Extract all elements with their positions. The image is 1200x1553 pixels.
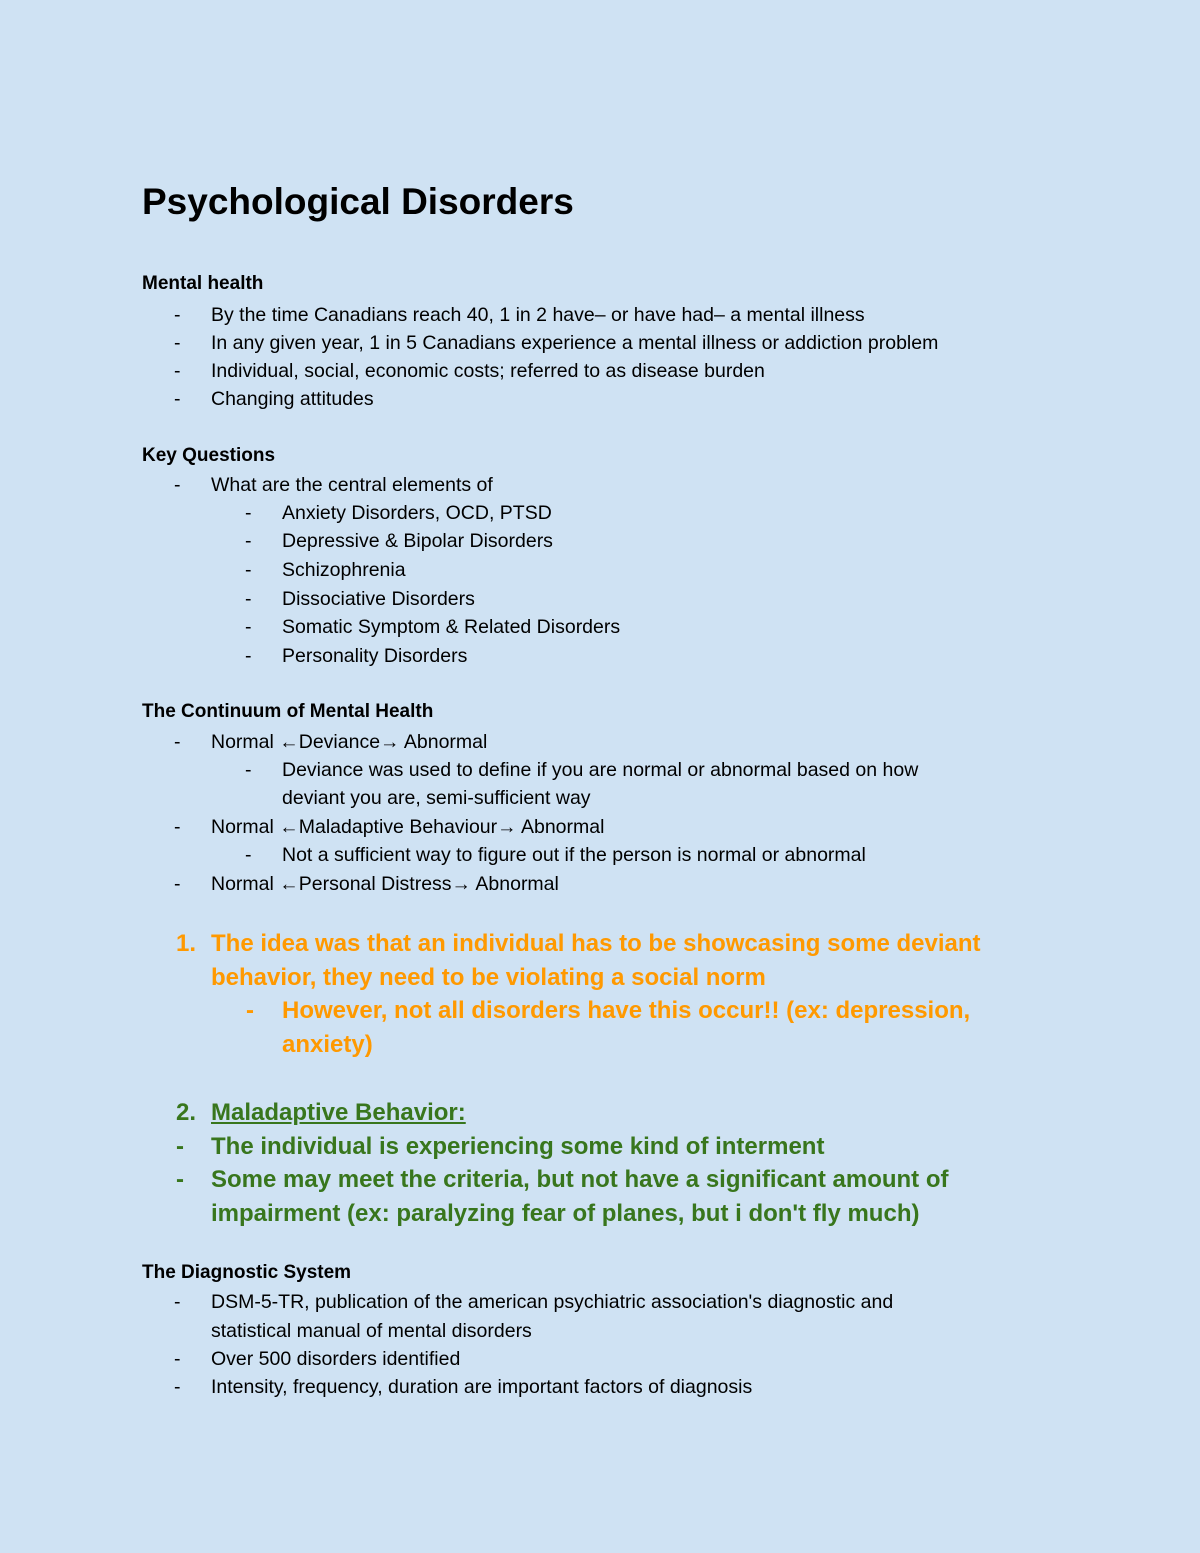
list-item: Changing attitudes [211,388,374,410]
bullet-dash: - [174,332,181,354]
highlight-note-line: The idea was that an individual has to be showcasing some deviant [211,930,981,957]
bullet-dash: - [174,1348,181,1370]
bullet-dash: - [245,559,252,581]
bullet-dash: - [245,645,252,667]
bullet-dash: - [174,1291,181,1313]
highlight-note-line: impairment (ex: paralyzing fear of planes, but i don't fly much) [211,1200,920,1227]
sub-list-item: Not a sufficient way to figure out if the person is normal or abnormal [282,844,866,866]
list-item: Individual, social, economic costs; referred to as disease burden [211,360,765,382]
bullet-dash: - [174,360,181,382]
list-item: In any given year, 1 in 5 Canadians experience a mental illness or addiction problem [211,332,939,354]
bullet-dash: - [174,816,181,838]
list-item: Normal ←Deviance→ Abnormal [211,731,488,753]
list-item: DSM-5-TR, publication of the american psychiatric association's diagnostic and [211,1291,894,1313]
numbered-marker: 1. [176,930,197,957]
bullet-dash: - [174,474,181,496]
section-heading-mental-health: Mental health [142,273,264,294]
list-item: Over 500 disorders identified [211,1348,461,1370]
highlight-note-subline: However, not all disorders have this occur!! (ex: depression, [282,997,971,1024]
section-heading-key-questions: Key Questions [142,445,276,466]
bullet-dash: - [174,731,181,753]
highlight-note-line: The individual is experiencing some kind of interment [211,1133,825,1160]
sub-list-item: Dissociative Disorders [282,588,475,610]
bullet-dash: - [176,1133,184,1160]
section-heading-continuum: The Continuum of Mental Health [142,701,434,722]
highlight-note-line: Some may meet the criteria, but not have a significant amount of [211,1166,949,1193]
list-item: Normal ←Maladaptive Behaviour→ Abnormal [211,816,605,838]
sub-list-item: Deviance was used to define if you are normal or abnormal based on how [282,759,919,781]
page-title: Psychological Disorders [142,181,574,222]
list-item: Normal ←Personal Distress→ Abnormal [211,873,559,895]
bullet-dash: - [174,873,181,895]
bullet-dash: - [245,616,252,638]
sub-list-item: Depressive & Bipolar Disorders [282,530,553,552]
numbered-marker: 2. [176,1099,197,1126]
bullet-dash: - [245,844,252,866]
bullet-dash: - [174,1376,181,1398]
highlight-note-subline: anxiety) [282,1031,373,1058]
bullet-dash: - [174,388,181,410]
bullet-dash: - [245,759,252,781]
bullet-dash: - [174,304,181,326]
bullet-dash: - [246,997,254,1024]
list-item-continued: statistical manual of mental disorders [211,1320,532,1342]
bullet-dash: - [245,502,252,524]
section-heading-diagnostic-system: The Diagnostic System [142,1262,352,1283]
list-item: Intensity, frequency, duration are important factors of diagnosis [211,1376,753,1398]
highlight-note-heading: Maladaptive Behavior: [211,1099,466,1126]
bullet-dash: - [245,530,252,552]
bullet-dash: - [176,1166,184,1193]
list-item: What are the central elements of [211,474,493,496]
sub-list-item-continued: deviant you are, semi-sufficient way [282,787,591,809]
sub-list-item: Personality Disorders [282,645,468,667]
highlight-note-line: behavior, they need to be violating a social norm [211,964,766,991]
sub-list-item: Anxiety Disorders, OCD, PTSD [282,502,552,524]
list-item: By the time Canadians reach 40, 1 in 2 have– or have had– a mental illness [211,304,865,326]
bullet-dash: - [245,588,252,610]
sub-list-item: Somatic Symptom & Related Disorders [282,616,621,638]
sub-list-item: Schizophrenia [282,559,406,581]
